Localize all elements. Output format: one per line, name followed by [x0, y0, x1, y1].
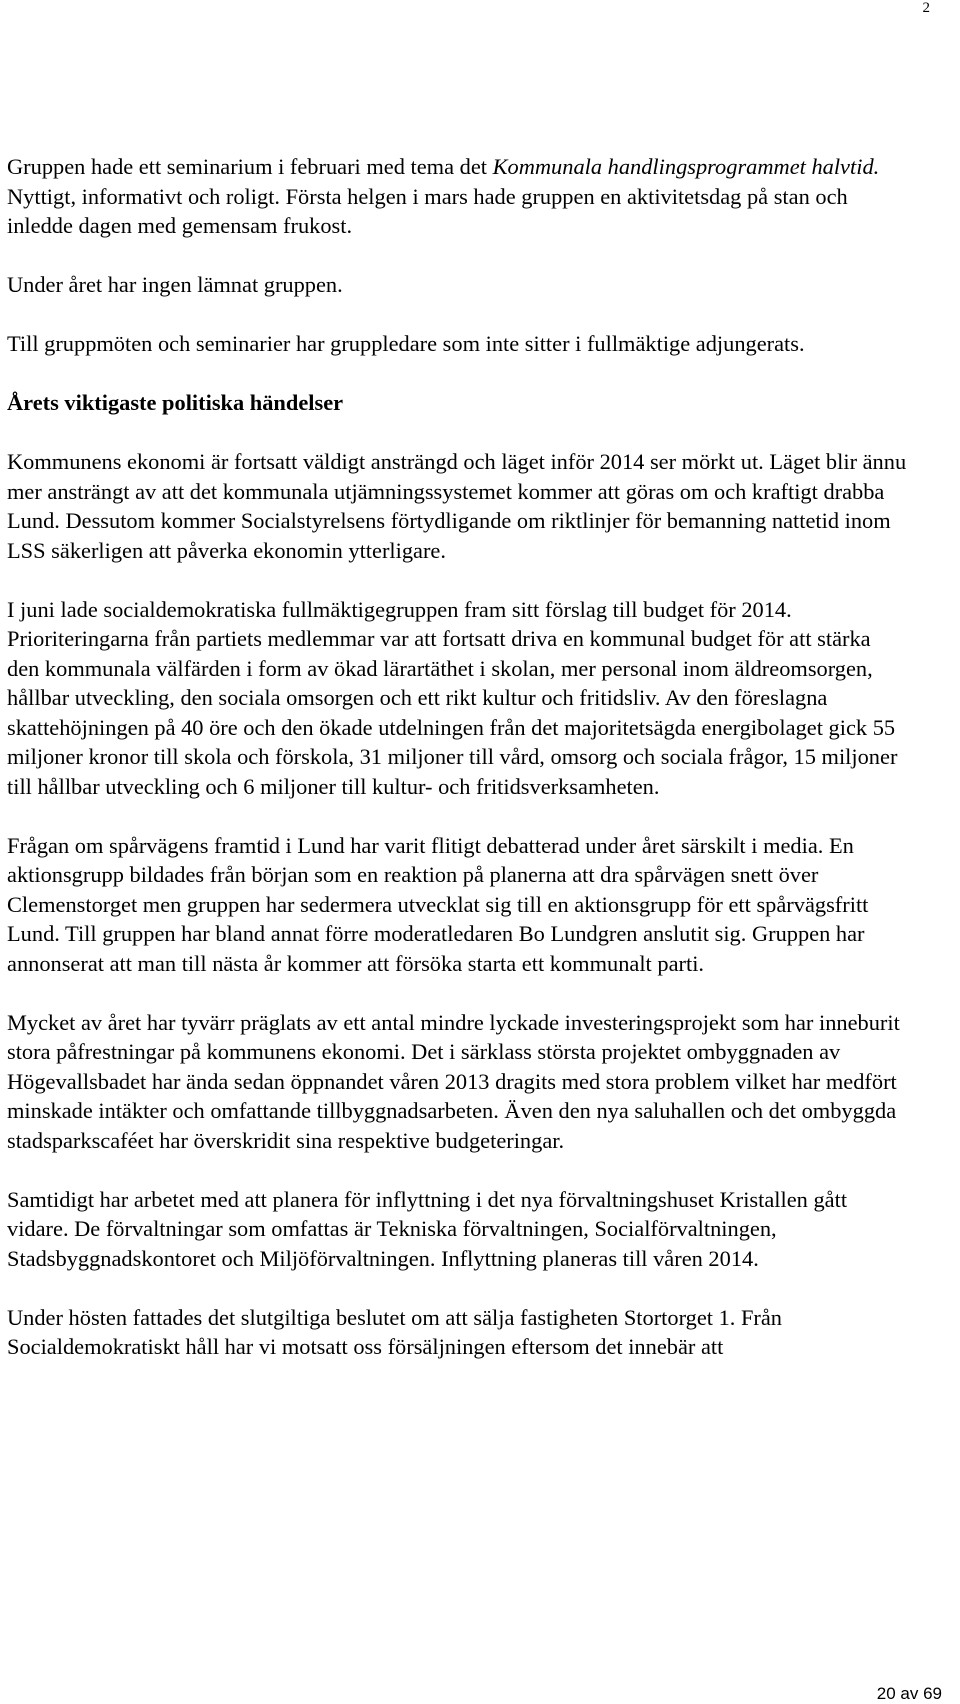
- paragraph-budget: I juni lade socialdemokratiska fullmäktigegruppen fram sitt förslag till budget för 2014. Prioriteringarna från partiets medlemmar var att fortsatt driva en kommunal budget för att stärka den kommunala välfärden i form av ökad lärartäthet i skolan, mer personal inom äldreomsorgen, hållbar utveckling, den sociala omsorgen och ett rikt kultur och fritidsliv. Av den föreslagna skattehöjningen på 40 öre och den ökade utdelningen från det majoritetsägda energibolaget gick 55 miljoner kronor till skola och förskola, 31 miljoner till vård, omsorg och sociala frågor, 15 miljoner till hållbar utveckling och 6 miljoner till kultur- och fritidsverksamheten.: [7, 596, 898, 799]
- paragraph-seminar: [7, 152, 907, 241]
- paragraph-seminar-text-start: Gruppen hade ett seminarium i februari med tema det: [7, 154, 493, 179]
- page-indicator: 20 av 69: [876, 1684, 942, 1703]
- paragraph-kristallen: Samtidigt har arbetet med att planera för inflyttning i det nya förvaltningshuset Kristallen gått vidare. De förvaltningar som omfattas är Tekniska förvaltningen, Socialförvaltningen, Stadsbyggnadskontoret och Miljöförvaltningen. Inflyttning planeras till våren 2014.: [7, 1186, 848, 1271]
- document-body: [7, 152, 907, 1391]
- seminar-theme-italic: Kommunala handlingsprogrammet halvtid.: [492, 154, 880, 179]
- section-heading: Årets viktigaste politiska händelser: [7, 390, 344, 415]
- paragraph-seminar-text-end: Nyttigt, informativt och roligt. Första helgen i mars hade gruppen en aktivitetsdag på stan och inledde dagen med gemensam frukost.: [7, 183, 848, 238]
- paragraph-members: Under året har ingen lämnat gruppen.: [7, 272, 343, 297]
- paragraph-stortorget: Under hösten fattades det slutgiltiga beslutet om att sälja fastigheten Stortorget 1. Från Socialdemokratiskt håll har vi motsatt oss försäljningen eftersom det innebär att: [7, 1304, 783, 1359]
- page-number: 2: [922, 0, 930, 16]
- paragraph-economy: Kommunens ekonomi är fortsatt väldigt ansträngd och läget inför 2014 ser mörkt ut. Läget blir ännu mer ansträngt av att det kommunala utjämningssystemet kommer att göras om och kraftigt drabba Lund. Dessutom kommer Socialstyrelsens förtydligande om riktlinjer för bemanning nattetid inom LSS säkerligen att påverka ekonomin ytterligare.: [7, 449, 907, 563]
- paragraph-tramway: Frågan om spårvägens framtid i Lund har varit flitigt debatterad under året särskilt i media. En aktionsgrupp bildades från början som en reaktion på planerna att dra spårvägen snett över Clemenstorget men gruppen har sedermera utvecklat sig till en aktionsgrupp för ett spårvägsfritt Lund. Till gruppen har bland annat förre moderatledaren Bo Lundgren anslutit sig. Gruppen har annonserat att man till nästa år kommer att försöka starta ett kommunalt parti.: [7, 832, 869, 976]
- paragraph-adjunct: Till gruppmöten och seminarier har gruppledare som inte sitter i fullmäktige adjungerats.: [7, 331, 805, 356]
- paragraph-investments: Mycket av året har tyvärr präglats av ett antal mindre lyckade investeringsprojekt som har inneburit stora påfrestningar på kommunens ekonomi. Det i särklass största projektet ombyggnaden av Högevallsbadet har ända sedan öppnandet våren 2013 dragits med stora problem vilket har medfört minskade intäkter och omfattande tillbyggnadsarbeten. Även den nya saluhallen och det ombyggda stadsparkscaféet har överskridit sina respektive budgeteringar.: [7, 1009, 900, 1153]
